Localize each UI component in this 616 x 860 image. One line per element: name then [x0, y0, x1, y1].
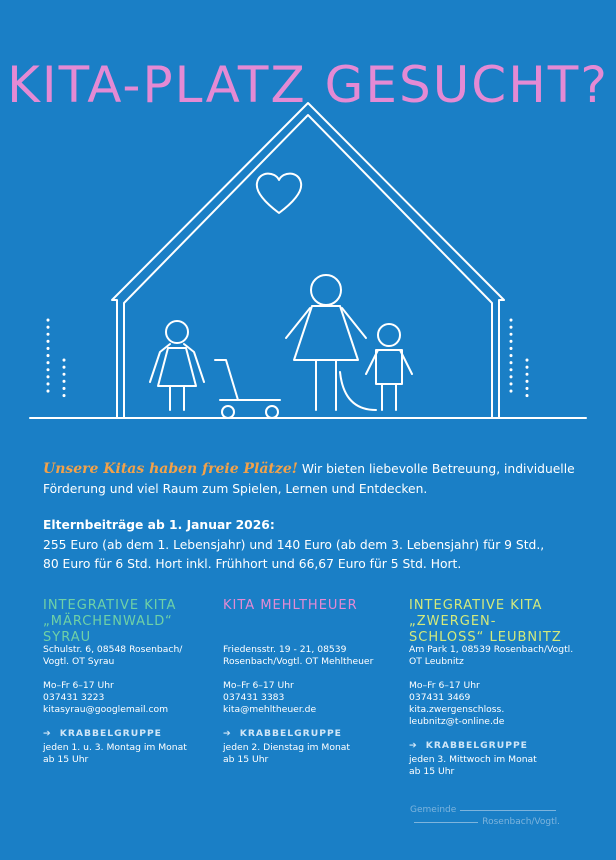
- kita-column-leubnitz: [409, 598, 594, 778]
- intro-highlight: Unsere Kitas haben freie Plätze!: [43, 461, 298, 477]
- address-line1: Am Park 1, 08539 Rosenbach/Vogtl.: [409, 644, 574, 655]
- kita-contact: [223, 680, 398, 716]
- krabbelgruppe-info: [409, 754, 594, 778]
- kita-name-line1: KITA MEHLTHEUER: [223, 598, 358, 613]
- address-line1: Schulstr. 6, 08548 Rosenbach/: [43, 644, 183, 655]
- opening-hours: Mo–Fr 6–17 Uhr: [43, 680, 114, 691]
- phone-number: 037431 3223: [43, 692, 105, 703]
- krabbel-line1: jeden 3. Mittwoch im Monat: [409, 754, 537, 765]
- kita-column-mehltheuer: [223, 598, 398, 766]
- email-link[interactable]: kitasyrau@googlemail.com: [43, 704, 169, 715]
- address-line2: Vogtl. OT Syrau: [43, 656, 115, 667]
- address-line2: OT Leubnitz: [409, 656, 464, 667]
- kita-column-syrau: [43, 598, 213, 766]
- arrow-right-icon: ➔: [43, 728, 52, 739]
- logo-line2: Rosenbach/Vogtl.: [482, 817, 560, 827]
- arrow-right-icon: ➔: [223, 728, 232, 739]
- logo-line1: Gemeinde: [410, 805, 457, 815]
- municipality-logo: [410, 805, 560, 827]
- email-link[interactable]: kita@mehltheuer.de: [223, 704, 317, 715]
- page-title: KITA-PLATZ GESUCHT?: [7, 55, 609, 114]
- kita-address: [223, 644, 398, 668]
- kita-name: [223, 598, 398, 630]
- intro-text: Wir bieten liebevolle Betreuung, individuelle Förderung und viel Raum zum Spielen, Lernen und Entdecken.: [43, 462, 575, 496]
- fees-line-1: 255 Euro (ab dem 1. Lebensjahr) und 140 Euro (ab dem 3. Lebensjahr) für 9 Std.,: [43, 537, 545, 552]
- kita-contact: [43, 680, 213, 716]
- kita-name-line1: INTEGRATIVE KITA „ZWERGEN-: [409, 598, 543, 629]
- krabbel-line2: ab 15 Uhr: [409, 766, 455, 777]
- krabbel-label-text: KRABBELGRUPPE: [425, 740, 528, 751]
- phone-number: 037431 3383: [223, 692, 285, 703]
- address-line1: Friedensstr. 19 - 21, 08539: [223, 644, 347, 655]
- krabbel-line2: ab 15 Uhr: [223, 754, 269, 765]
- kita-address: [409, 644, 594, 668]
- fees-heading: Elternbeiträge ab 1. Januar 2026:: [43, 518, 275, 532]
- krabbelgruppe-info: [223, 742, 398, 766]
- opening-hours: Mo–Fr 6–17 Uhr: [223, 680, 294, 691]
- house-family-illustration: [0, 95, 616, 435]
- krabbel-line1: jeden 1. u. 3. Montag im Monat: [43, 742, 187, 753]
- email-link[interactable]: kita.zwergenschloss.: [409, 704, 505, 715]
- krabbelgruppe-label: [43, 728, 213, 740]
- kita-name: [43, 598, 213, 645]
- email-link-cont[interactable]: leubnitz@t-online.de: [409, 716, 505, 727]
- fees-section: [43, 516, 593, 575]
- krabbel-label-text: KRABBELGRUPPE: [59, 728, 162, 739]
- phone-number: 037431 3469: [409, 692, 471, 703]
- krabbelgruppe-label: [409, 740, 594, 752]
- kita-name-line2: SCHLOSS“ LEUBNITZ: [409, 630, 562, 645]
- kita-contact: [409, 680, 594, 728]
- krabbelgruppe-label: [223, 728, 398, 740]
- krabbel-line1: jeden 2. Dienstag im Monat: [223, 742, 351, 753]
- opening-hours: Mo–Fr 6–17 Uhr: [409, 680, 480, 691]
- krabbel-label-text: KRABBELGRUPPE: [239, 728, 342, 739]
- heart-icon: [257, 174, 301, 213]
- arrow-right-icon: ➔: [409, 740, 418, 751]
- kita-name-line1: INTEGRATIVE KITA: [43, 598, 177, 613]
- address-line2: Rosenbach/Vogtl. OT Mehltheuer: [223, 656, 374, 667]
- kita-name-line2: „MÄRCHENWALD“ SYRAU: [43, 614, 173, 645]
- intro-paragraph: [43, 459, 583, 499]
- kita-name: [409, 598, 594, 645]
- krabbel-line2: ab 15 Uhr: [43, 754, 89, 765]
- kita-address: [43, 644, 213, 668]
- krabbelgruppe-info: [43, 742, 213, 766]
- fees-line-2: 80 Euro für 6 Std. Hort inkl. Frühhort und 66,67 Euro für 5 Std. Hort.: [43, 557, 462, 571]
